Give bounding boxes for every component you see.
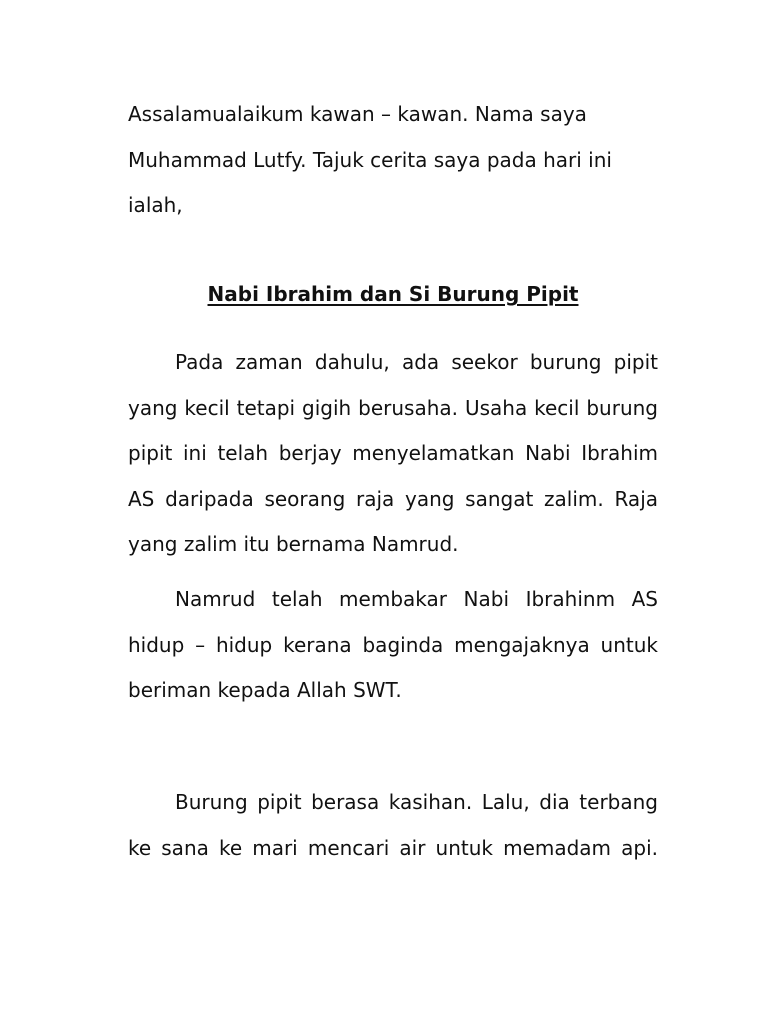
story-paragraph-1: Pada zaman dahulu, ada seekor burung pipit yang kecil tetapi gigih berusaha. Usaha kecil burung pipit ini telah berjay menyelamatkan Nabi Ibrahim AS daripada seorang raja yang sangat zalim. Raja yang zalim itu bernama Namrud. <box>128 350 658 556</box>
story-paragraph-3: Burung pipit berasa kasihan. Lalu, dia terbang ke sana ke mari mencari air untuk memadam api. <box>128 790 658 860</box>
story-title: Nabi Ibrahim dan Si Burung Pipit <box>207 282 579 306</box>
story-paragraph-2: Namrud telah membakar Nabi Ibrahinm AS hidup – hidup kerana baginda mengajaknya untuk beriman kepada Allah SWT. <box>128 587 658 702</box>
intro-paragraph: Assalamualaikum kawan – kawan. Nama saya Muhammad Lutfy. Tajuk cerita saya pada hari ini ialah, <box>128 102 612 217</box>
